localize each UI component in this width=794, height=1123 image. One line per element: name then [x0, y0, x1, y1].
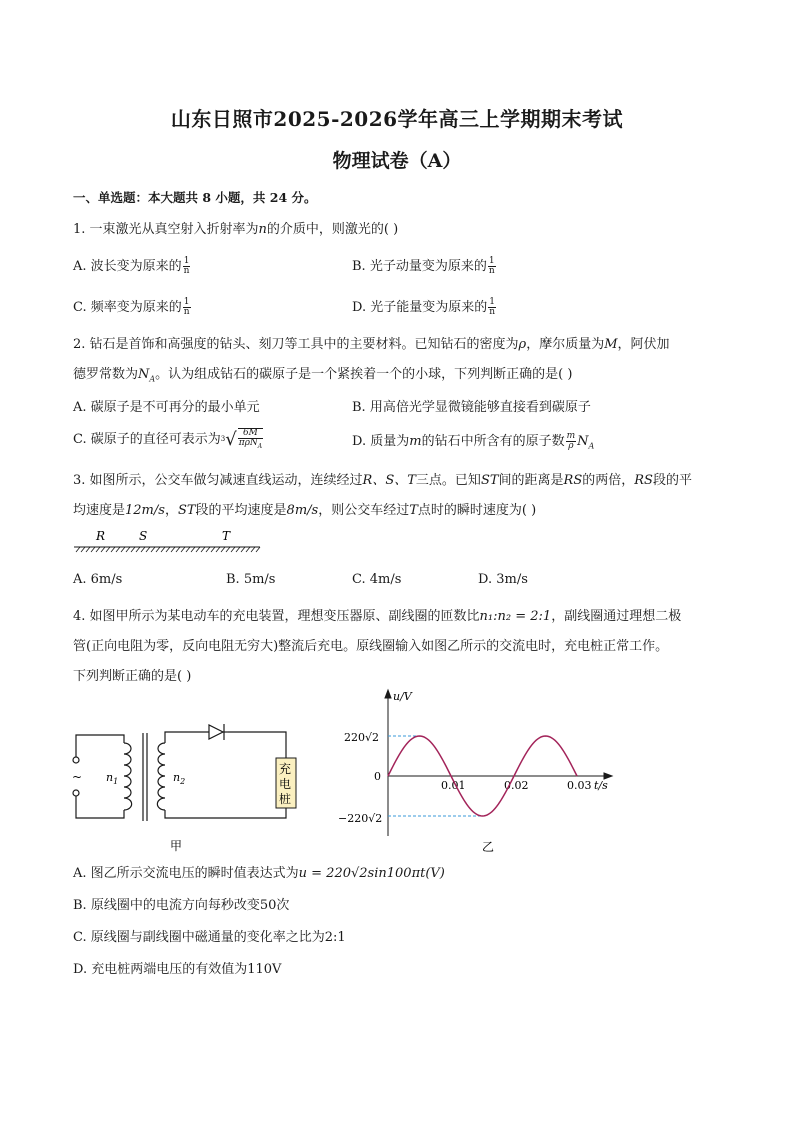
- q1-option-d[interactable]: D. 光子能量变为原来的 $\frac{1}{n}$: [352, 297, 496, 317]
- hatch-mark: [91, 547, 95, 552]
- secondary-coil: [157, 743, 165, 810]
- charger-label-1: 充: [279, 762, 292, 776]
- q4-option-d[interactable]: D. 充电桩两端电压的有效值为110V: [73, 962, 282, 977]
- n2-label: $n_2$: [173, 771, 186, 786]
- y-axis-label: u/V: [393, 690, 412, 703]
- hatch-mark: [106, 547, 110, 552]
- q4-option-a[interactable]: A. 图乙所示交流电压的瞬时值表达式为u = 220√2sin100πt(V): [73, 866, 445, 881]
- x-tick-label: 0.03: [567, 779, 592, 792]
- x-tick-label: 0.02: [504, 779, 529, 792]
- fig-yi-caption: 乙: [482, 840, 495, 854]
- hatch-mark: [141, 547, 145, 552]
- hatch-mark: [126, 547, 130, 552]
- hatch-mark: [211, 547, 215, 552]
- x-tick-label: 0.01: [441, 779, 466, 792]
- y-tick-positive: 220√2: [344, 731, 380, 744]
- hatch-mark: [256, 547, 260, 552]
- ac-source-icon: ~: [72, 770, 83, 784]
- hatch-mark: [191, 547, 195, 552]
- hatch-mark: [206, 547, 210, 552]
- road-figure: [70, 525, 265, 557]
- fig-jia-caption: 甲: [170, 839, 183, 853]
- voltage-graph: [336, 688, 626, 858]
- q4-stem-line3: 下列判断正确的是( ): [73, 669, 192, 684]
- hatch-mark: [251, 547, 255, 552]
- hatch-mark: [226, 547, 230, 552]
- q2-stem-line1: 2. 钻石是首饰和高强度的钻头、刻刀等工具中的主要材料。已知钻石的密度为ρ，摩尔质量为M，阿伏加: [73, 337, 670, 352]
- x-axis-label: t/s: [594, 779, 608, 792]
- hatch-mark: [221, 547, 225, 552]
- cube-root-icon: $^3$√: [220, 429, 237, 450]
- q3-option-c[interactable]: C. 4m/s: [352, 572, 402, 587]
- hatch-mark: [171, 547, 175, 552]
- q3-stem-line1: 3. 如图所示，公交车做匀减速直线运动，连续经过R、S、T三点。已知ST间的距离是RS的两倍，RS段的平: [73, 473, 692, 488]
- input-terminal-bottom: [73, 790, 79, 796]
- charger-label-3: 桩: [279, 792, 292, 806]
- hatch-mark: [146, 547, 150, 552]
- hatch-mark: [131, 547, 135, 552]
- origin-label: 0: [374, 770, 381, 783]
- hatch-mark: [201, 547, 205, 552]
- q4-option-b[interactable]: B. 原线圈中的电流方向每秒改变50次: [73, 898, 290, 913]
- q3-option-b[interactable]: B. 5m/s: [226, 572, 276, 587]
- q1-option-b[interactable]: B. 光子动量变为原来的 $\frac{1}{n}$: [352, 256, 495, 276]
- point-r-label: R: [96, 529, 106, 543]
- hatch-mark: [166, 547, 170, 552]
- q1-option-a[interactable]: A. 波长变为原来的 $\frac{1}{n}$: [73, 256, 190, 276]
- y-tick-negative: −220√2: [338, 812, 383, 825]
- hatch-mark: [216, 547, 220, 552]
- hatch-mark: [76, 547, 80, 552]
- hatch-mark: [116, 547, 120, 552]
- q3-option-d[interactable]: D. 3m/s: [478, 572, 528, 587]
- hatch-mark: [111, 547, 115, 552]
- primary-coil: [124, 743, 132, 810]
- y-axis-arrow-icon: [385, 690, 391, 698]
- q4-option-c[interactable]: C. 原线圈与副线圈中磁通量的变化率之比为2:1: [73, 930, 346, 945]
- hatch-mark: [81, 547, 85, 552]
- hatch-mark: [231, 547, 235, 552]
- q2-option-b[interactable]: B. 用高倍光学显微镜能够直接看到碳原子: [352, 400, 591, 415]
- point-t-label: T: [222, 529, 231, 543]
- q4-stem-line2: 管(正向电阻为零，反向电阻无穷大)整流后充电。原线圈输入如图乙所示的交流电时，充电桩正常工作。: [73, 639, 669, 654]
- n1-label: $n_1$: [106, 771, 119, 786]
- hatch-mark: [196, 547, 200, 552]
- road-hatching: [76, 547, 260, 552]
- hatch-mark: [101, 547, 105, 552]
- point-s-label: S: [139, 529, 148, 543]
- exam-subtitle: 物理试卷（A）: [332, 150, 462, 172]
- hatch-mark: [96, 547, 100, 552]
- charger-label-2: 电: [279, 777, 292, 791]
- q2-stem-line2: 德罗常数为$N_A$。认为组成钻石的碳原子是一个紧挨着一个的小球，下列判断正确的是( ): [73, 367, 573, 384]
- hatch-mark: [236, 547, 240, 552]
- q2-option-c[interactable]: C. 碳原子的直径可表示为$^3$√ $\frac{6M}{\pi\rho N_A}$: [73, 428, 263, 450]
- hatch-mark: [186, 547, 190, 552]
- q1-option-c[interactable]: C. 频率变为原来的 $\frac{1}{n}$: [73, 297, 190, 317]
- exam-title: 山东日照市2025-2026学年高三上学期期末考试: [170, 107, 624, 131]
- hatch-mark: [121, 547, 125, 552]
- input-terminal-top: [73, 757, 79, 763]
- hatch-mark: [86, 547, 90, 552]
- q3-stem-line2: 均速度是12m/s，ST段的平均速度是8m/s，则公交车经过T点时的瞬时速度为( ): [73, 503, 537, 518]
- hatch-mark: [161, 547, 165, 552]
- diode-icon: [209, 725, 223, 739]
- hatch-mark: [156, 547, 160, 552]
- q2-option-a[interactable]: A. 碳原子是不可再分的最小单元: [73, 400, 260, 415]
- q2-option-d[interactable]: D. 质量为m的钻石中所含有的原子数 $\frac{m}{\rho}$ $N_A$: [352, 431, 595, 451]
- circuit-diagram: [66, 715, 306, 855]
- hatch-mark: [246, 547, 250, 552]
- q4-stem-line1: 4. 如图甲所示为某电动车的充电装置，理想变压器原、副线圈的匝数比n₁:n₂ = 2:1，副线圈通过理想二极: [73, 609, 682, 624]
- hatch-mark: [136, 547, 140, 552]
- hatch-mark: [176, 547, 180, 552]
- hatch-mark: [241, 547, 245, 552]
- section-heading: 一、单选题：本大题共 8 小题，共 24 分。: [73, 190, 317, 205]
- hatch-mark: [181, 547, 185, 552]
- hatch-mark: [151, 547, 155, 552]
- q3-option-a[interactable]: A. 6m/s: [73, 572, 123, 587]
- q1-stem: 1. 一束激光从真空射入折射率为n的介质中，则激光的( ): [73, 222, 399, 237]
